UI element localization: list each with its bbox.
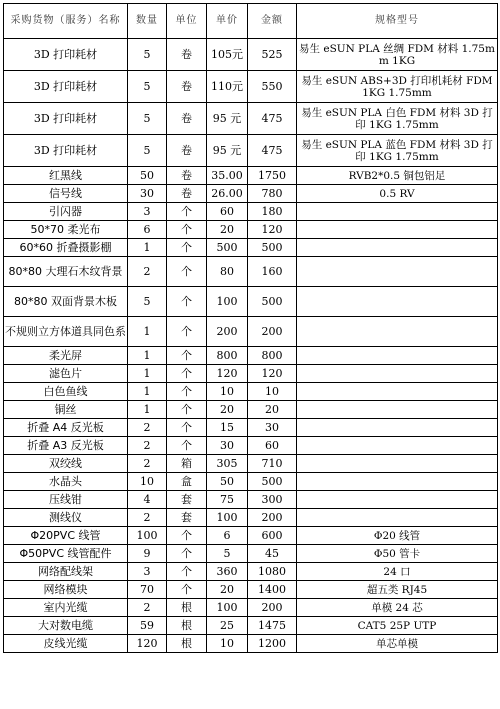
- cell-spec: [297, 491, 498, 509]
- cell-price: 100: [207, 287, 248, 317]
- cell-unit: 个: [167, 257, 207, 287]
- cell-spec: [297, 287, 498, 317]
- table-row: [4, 287, 498, 317]
- cell-amount: 500: [248, 473, 297, 491]
- cell-amount: 1080: [248, 563, 297, 581]
- cell-spec: [297, 473, 498, 491]
- cell-price: 100: [207, 599, 248, 617]
- cell-unit: 个: [167, 287, 207, 317]
- cell-spec: [297, 317, 498, 347]
- cell-spec: Φ50 管卡: [297, 545, 498, 563]
- cell-qty: 1: [128, 239, 167, 257]
- cell-item: 60*60 折叠摄影棚: [4, 239, 128, 257]
- table-row: [4, 185, 498, 203]
- cell-item: 测线仪: [4, 509, 128, 527]
- header-unit: 单位: [167, 4, 207, 39]
- cell-amount: 475: [248, 103, 297, 135]
- cell-spec: [297, 437, 498, 455]
- cell-spec: 易生 eSUN PLA 白色 FDM 材料 3D 打印 1KG 1.75mm: [297, 103, 498, 135]
- table-row: [4, 383, 498, 401]
- cell-spec: 单模 24 芯: [297, 599, 498, 617]
- table-row: [4, 455, 498, 473]
- cell-amount: 160: [248, 257, 297, 287]
- table-row: [4, 581, 498, 599]
- cell-price: 15: [207, 419, 248, 437]
- cell-item: 折叠 A3 反光板: [4, 437, 128, 455]
- table-row: [4, 419, 498, 437]
- cell-price: 35.00: [207, 167, 248, 185]
- cell-qty: 10: [128, 473, 167, 491]
- cell-item: 引闪器: [4, 203, 128, 221]
- cell-amount: 30: [248, 419, 297, 437]
- cell-unit: 卷: [167, 71, 207, 103]
- table-row: [4, 599, 498, 617]
- cell-qty: 4: [128, 491, 167, 509]
- cell-amount: 45: [248, 545, 297, 563]
- cell-unit: 箱: [167, 455, 207, 473]
- cell-amount: 300: [248, 491, 297, 509]
- cell-item: 皮线光缆: [4, 635, 128, 653]
- cell-item: 80*80 双面背景木板: [4, 287, 128, 317]
- cell-qty: 3: [128, 563, 167, 581]
- cell-spec: 超五类 RJ45: [297, 581, 498, 599]
- table-row: [4, 437, 498, 455]
- cell-unit: 个: [167, 527, 207, 545]
- cell-spec: CAT5 25P UTP: [297, 617, 498, 635]
- cell-item: 50*70 柔光布: [4, 221, 128, 239]
- cell-item: 网络模块: [4, 581, 128, 599]
- cell-qty: 9: [128, 545, 167, 563]
- cell-item: 3D 打印耗材: [4, 39, 128, 71]
- cell-price: 500: [207, 239, 248, 257]
- cell-unit: 卷: [167, 39, 207, 71]
- cell-qty: 1: [128, 347, 167, 365]
- cell-unit: 根: [167, 599, 207, 617]
- cell-amount: 500: [248, 287, 297, 317]
- cell-price: 30: [207, 437, 248, 455]
- cell-amount: 525: [248, 39, 297, 71]
- cell-price: 6: [207, 527, 248, 545]
- cell-qty: 5: [128, 71, 167, 103]
- cell-unit: 卷: [167, 103, 207, 135]
- cell-item: Φ50PVC 线管配件: [4, 545, 128, 563]
- cell-qty: 3: [128, 203, 167, 221]
- cell-spec: [297, 509, 498, 527]
- cell-unit: 个: [167, 239, 207, 257]
- cell-spec: [297, 419, 498, 437]
- cell-unit: 个: [167, 419, 207, 437]
- cell-spec: [297, 383, 498, 401]
- cell-unit: 卷: [167, 185, 207, 203]
- cell-spec: [297, 203, 498, 221]
- cell-price: 200: [207, 317, 248, 347]
- table-row: [4, 491, 498, 509]
- cell-amount: 180: [248, 203, 297, 221]
- cell-unit: 个: [167, 383, 207, 401]
- cell-price: 80: [207, 257, 248, 287]
- cell-spec: RVB2*0.5 铜包铝足: [297, 167, 498, 185]
- cell-qty: 5: [128, 135, 167, 167]
- cell-qty: 2: [128, 437, 167, 455]
- cell-unit: 卷: [167, 135, 207, 167]
- table-row: [4, 317, 498, 347]
- cell-qty: 1: [128, 383, 167, 401]
- cell-spec: 易生 eSUN ABS+3D 打印机耗材 FDM 1KG 1.75mm: [297, 71, 498, 103]
- cell-qty: 2: [128, 509, 167, 527]
- cell-item: 铜丝: [4, 401, 128, 419]
- cell-price: 800: [207, 347, 248, 365]
- table-row: [4, 509, 498, 527]
- cell-qty: 1: [128, 317, 167, 347]
- cell-item: 3D 打印耗材: [4, 135, 128, 167]
- cell-item: Φ20PVC 线管: [4, 527, 128, 545]
- cell-price: 75: [207, 491, 248, 509]
- cell-price: 5: [207, 545, 248, 563]
- cell-unit: 卷: [167, 167, 207, 185]
- cell-amount: 1475: [248, 617, 297, 635]
- cell-unit: 根: [167, 617, 207, 635]
- cell-item: 红黑线: [4, 167, 128, 185]
- cell-spec: [297, 347, 498, 365]
- table-row: [4, 365, 498, 383]
- cell-spec: 易生 eSUN PLA 丝绸 FDM 材料 1.75mm 1KG: [297, 39, 498, 71]
- cell-price: 26.00: [207, 185, 248, 203]
- cell-amount: 10: [248, 383, 297, 401]
- cell-item: 3D 打印耗材: [4, 103, 128, 135]
- cell-price: 360: [207, 563, 248, 581]
- cell-unit: 个: [167, 401, 207, 419]
- cell-spec: [297, 365, 498, 383]
- cell-unit: 个: [167, 347, 207, 365]
- cell-item: 3D 打印耗材: [4, 71, 128, 103]
- cell-qty: 2: [128, 455, 167, 473]
- table-row: [4, 545, 498, 563]
- cell-unit: 套: [167, 491, 207, 509]
- cell-unit: 盒: [167, 473, 207, 491]
- cell-price: 60: [207, 203, 248, 221]
- table-row: [4, 563, 498, 581]
- table-row: [4, 257, 498, 287]
- cell-spec: [297, 239, 498, 257]
- cell-item: 白色鱼线: [4, 383, 128, 401]
- cell-unit: 个: [167, 203, 207, 221]
- cell-unit: 个: [167, 437, 207, 455]
- cell-qty: 30: [128, 185, 167, 203]
- cell-price: 50: [207, 473, 248, 491]
- cell-item: 网络配线架: [4, 563, 128, 581]
- cell-price: 95 元: [207, 103, 248, 135]
- cell-price: 105元: [207, 39, 248, 71]
- cell-unit: 个: [167, 563, 207, 581]
- cell-spec: [297, 455, 498, 473]
- cell-price: 10: [207, 635, 248, 653]
- table-row: [4, 239, 498, 257]
- header-item: 采购货物（服务）名称: [4, 4, 128, 39]
- cell-amount: 500: [248, 239, 297, 257]
- cell-qty: 5: [128, 287, 167, 317]
- header-price: 单价: [207, 4, 248, 39]
- cell-qty: 59: [128, 617, 167, 635]
- cell-item: 室内光缆: [4, 599, 128, 617]
- cell-price: 110元: [207, 71, 248, 103]
- cell-amount: 1750: [248, 167, 297, 185]
- table-row: [4, 221, 498, 239]
- cell-amount: 550: [248, 71, 297, 103]
- cell-price: 20: [207, 401, 248, 419]
- cell-price: 95 元: [207, 135, 248, 167]
- header-amount: 金额: [248, 4, 297, 39]
- cell-amount: 120: [248, 221, 297, 239]
- table-row: [4, 203, 498, 221]
- cell-qty: 5: [128, 39, 167, 71]
- cell-qty: 2: [128, 419, 167, 437]
- cell-item: 滤色片: [4, 365, 128, 383]
- cell-unit: 个: [167, 365, 207, 383]
- cell-spec: 易生 eSUN PLA 蓝色 FDM 材料 3D 打印 1KG 1.75mm: [297, 135, 498, 167]
- cell-amount: 710: [248, 455, 297, 473]
- cell-unit: 个: [167, 221, 207, 239]
- table-row: [4, 527, 498, 545]
- cell-spec: [297, 401, 498, 419]
- header-spec: 规格型号: [297, 4, 498, 39]
- cell-price: 10: [207, 383, 248, 401]
- cell-spec: 0.5 RV: [297, 185, 498, 203]
- cell-amount: 120: [248, 365, 297, 383]
- cell-amount: 780: [248, 185, 297, 203]
- table-row: [4, 167, 498, 185]
- cell-qty: 6: [128, 221, 167, 239]
- cell-item: 不规则立方体道具同色系: [4, 317, 128, 347]
- cell-price: 20: [207, 581, 248, 599]
- cell-unit: 套: [167, 509, 207, 527]
- cell-qty: 2: [128, 257, 167, 287]
- cell-amount: 200: [248, 509, 297, 527]
- cell-qty: 5: [128, 103, 167, 135]
- header-qty: 数量: [128, 4, 167, 39]
- cell-price: 25: [207, 617, 248, 635]
- table-row: [4, 473, 498, 491]
- table-row: [4, 135, 498, 167]
- cell-item: 信号线: [4, 185, 128, 203]
- cell-item: 80*80 大理石木纹背景: [4, 257, 128, 287]
- cell-spec: 单芯单模: [297, 635, 498, 653]
- table-row: [4, 347, 498, 365]
- cell-amount: 200: [248, 599, 297, 617]
- cell-qty: 1: [128, 401, 167, 419]
- cell-item: 压线钳: [4, 491, 128, 509]
- cell-qty: 100: [128, 527, 167, 545]
- cell-item: 水晶头: [4, 473, 128, 491]
- table-row: [4, 401, 498, 419]
- cell-qty: 1: [128, 365, 167, 383]
- cell-amount: 20: [248, 401, 297, 419]
- cell-price: 120: [207, 365, 248, 383]
- header-row: [4, 4, 498, 39]
- cell-item: 柔光屏: [4, 347, 128, 365]
- procurement-table: [3, 3, 498, 653]
- cell-amount: 60: [248, 437, 297, 455]
- cell-price: 20: [207, 221, 248, 239]
- cell-amount: 200: [248, 317, 297, 347]
- cell-qty: 50: [128, 167, 167, 185]
- table-row: [4, 617, 498, 635]
- cell-unit: 根: [167, 635, 207, 653]
- cell-unit: 个: [167, 317, 207, 347]
- cell-qty: 70: [128, 581, 167, 599]
- cell-price: 100: [207, 509, 248, 527]
- table-row: [4, 39, 498, 71]
- cell-price: 305: [207, 455, 248, 473]
- cell-qty: 120: [128, 635, 167, 653]
- cell-amount: 475: [248, 135, 297, 167]
- cell-amount: 600: [248, 527, 297, 545]
- cell-amount: 800: [248, 347, 297, 365]
- cell-spec: [297, 221, 498, 239]
- table-row: [4, 103, 498, 135]
- cell-unit: 个: [167, 581, 207, 599]
- cell-amount: 1200: [248, 635, 297, 653]
- cell-qty: 2: [128, 599, 167, 617]
- cell-item: 折叠 A4 反光板: [4, 419, 128, 437]
- table-row: [4, 71, 498, 103]
- cell-item: 双绞线: [4, 455, 128, 473]
- cell-spec: Φ20 线管: [297, 527, 498, 545]
- cell-spec: [297, 257, 498, 287]
- cell-amount: 1400: [248, 581, 297, 599]
- table-row: [4, 635, 498, 653]
- cell-spec: 24 口: [297, 563, 498, 581]
- cell-item: 大对数电缆: [4, 617, 128, 635]
- cell-unit: 个: [167, 545, 207, 563]
